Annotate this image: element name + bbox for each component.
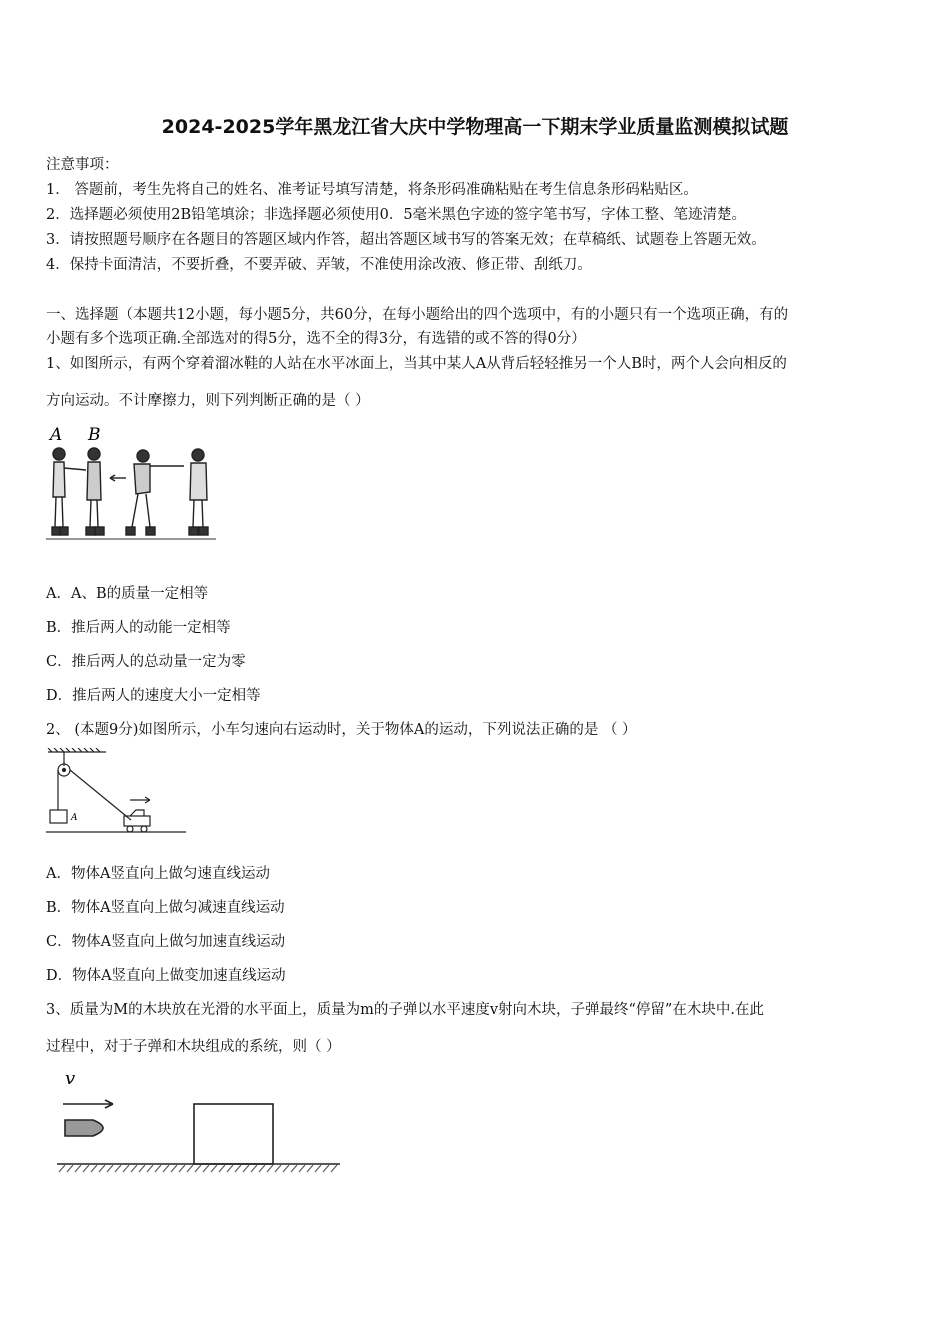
q1-option-c: C．推后两人的总动量一定为零 — [46, 654, 246, 670]
notice-item: 4．保持卡面清洁，不要折叠，不要弄破、弄皱，不准使用涂改液、修正带、刮纸刀。 — [46, 257, 592, 273]
q2-option-c: C．物体A竖直向上做匀加速直线运动 — [46, 934, 286, 950]
q2-option-a: A．物体A竖直向上做匀速直线运动 — [46, 866, 270, 882]
q2-pulley-figure — [46, 748, 186, 840]
q1-stem-line1: 1、如图所示，有两个穿着溜冰鞋的人站在水平冰面上，当其中某人A从背后轻轻推另一个人B时，两个人会向相反的 — [46, 356, 787, 372]
notice-item: 1． 答题前，考生先将自己的姓名、准考证号填写清楚，将条形码准确粘贴在考生信息条形码粘贴区。 — [46, 182, 698, 198]
q3-stem-line1: 3、质量为M的木块放在光滑的水平面上，质量为m的子弹以水平速度v射向木块，子弹最终“停留”在木块中.在此 — [46, 1002, 764, 1018]
notice-heading: 注意事项： — [46, 157, 119, 173]
q2-option-d: D．物体A竖直向上做变加速直线运动 — [46, 968, 286, 984]
section-instructions-line2: 小题有多个选项正确.全部选对的得5分，选不全的得3分，有选错的或不答的得0分） — [46, 331, 586, 347]
notice-item: 2．选择题必须使用2B铅笔填涂；非选择题必须使用0．5毫米黑色字迹的签字笔书写，字体工整、笔迹清楚。 — [46, 207, 747, 223]
figure-label-b: B — [88, 425, 101, 445]
q1-option-a: A．A、B的质量一定相等 — [46, 586, 209, 602]
q3-bullet-block-figure — [55, 1068, 345, 1180]
q2-stem: 2、 (本题9分)如图所示，小车匀速向右运动时，关于物体A的运动，下列说法正确的是 （ ） — [46, 722, 637, 738]
q2-option-b: B．物体A竖直向上做匀减速直线运动 — [46, 900, 285, 916]
q2-figure-label: A — [71, 813, 78, 823]
q3-stem-line2: 过程中，对于子弹和木块组成的系统，则（ ） — [46, 1039, 341, 1055]
q1-skaters-figure — [46, 422, 226, 547]
q1-option-b: B．推后两人的动能一定相等 — [46, 620, 231, 636]
velocity-label: v — [65, 1068, 76, 1089]
section-instructions-line1: 一、选择题（本题共12小题，每小题5分，共60分，在每小题给出的四个选项中，有的小题只有一个选项正确，有的 — [46, 307, 789, 323]
page-title: 2024-2025学年黑龙江省大庆中学物理高一下期末学业质量监测模拟试题 — [161, 116, 789, 138]
q1-option-d: D．推后两人的速度大小一定相等 — [46, 688, 261, 704]
q1-stem-line2: 方向运动。不计摩擦力，则下列判断正确的是（ ） — [46, 393, 370, 409]
figure-label-a: A — [50, 425, 63, 445]
notice-item: 3．请按照题号顺序在各题目的答题区域内作答，超出答题区域书写的答案无效；在草稿纸、试题卷上答题无效。 — [46, 232, 766, 248]
